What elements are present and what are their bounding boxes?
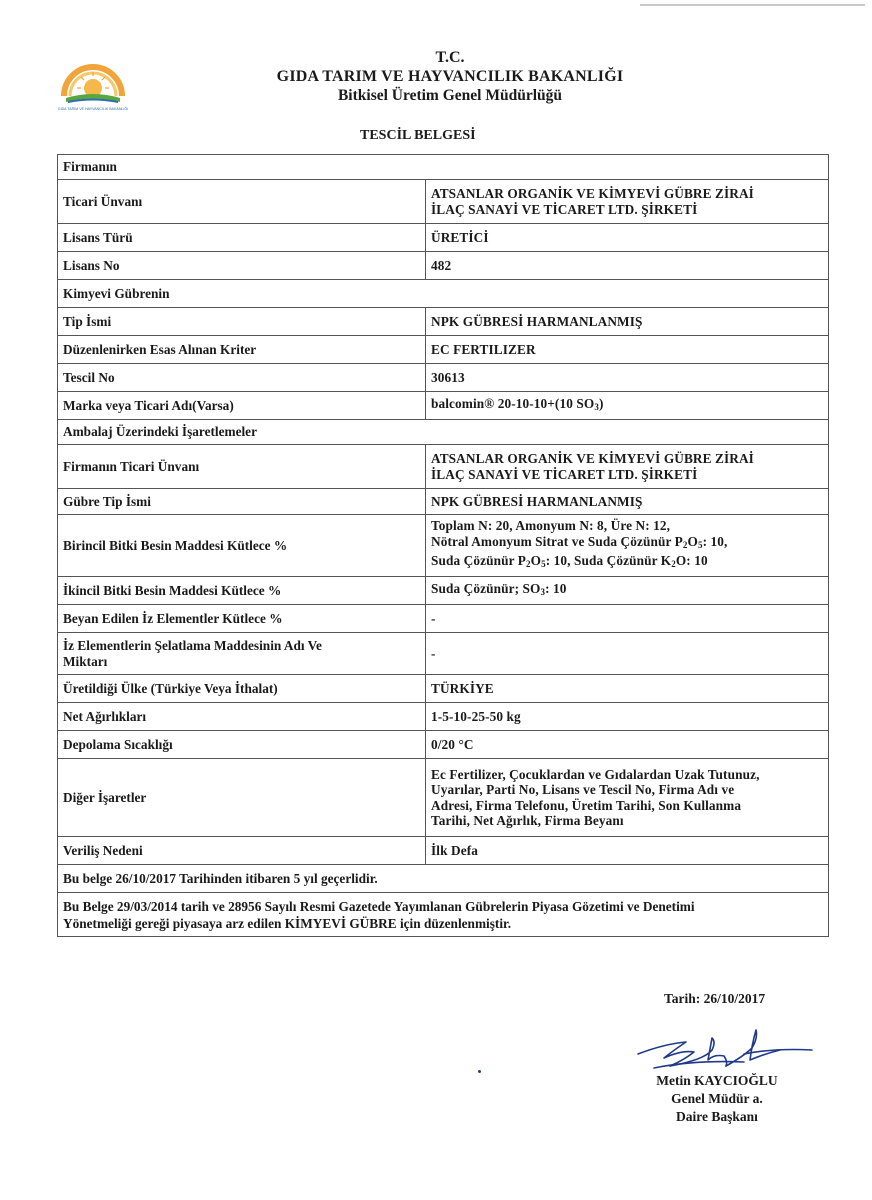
license-no-value: 482: [426, 252, 829, 280]
license-no-label: Lisans No: [58, 252, 426, 280]
document-title: TESCİL BELGESİ: [360, 128, 476, 143]
ministry-name: GIDA TARIM VE HAYVANCILIK BAKANLIĞI: [276, 68, 624, 85]
table-row: [58, 420, 829, 445]
registration-no-label: Tescil No: [58, 364, 426, 392]
primary-subscript: 5: [541, 559, 546, 570]
table-row: [58, 675, 829, 703]
regulation-line: Yönetmeliği gereği piyasaya arz edilen KİMYEVİ GÜBRE için düzenlenmiştir.: [63, 916, 512, 931]
trade-name-value: [426, 180, 829, 224]
pkg-firm-line: İLAÇ SANAYİ VE TİCARET LTD. ŞİRKETİ: [431, 466, 698, 482]
signer-title: Genel Müdür a.: [671, 1091, 763, 1106]
ink-dot: [478, 1070, 481, 1073]
section-firm: Firmanın: [58, 155, 829, 180]
table-row: [58, 837, 829, 865]
table-row: [58, 759, 829, 837]
table-row: [58, 180, 829, 224]
issue-date: Tarih: 26/10/2017: [664, 991, 766, 1006]
table-row: [58, 308, 829, 336]
table-row: [58, 392, 829, 420]
section-fertilizer: Kimyevi Gübrenin: [58, 280, 829, 308]
primary-text: : 10, Suda Çözünür K: [545, 553, 672, 569]
table-row: [58, 336, 829, 364]
primary-line: [431, 553, 823, 573]
chelate-value: -: [426, 633, 829, 675]
criterion-label: Düzenlenirken Esas Alınan Kriter: [58, 336, 426, 364]
other-marks-line: Uyarılar, Parti No, Lisans ve Tescil No, Firma Adı ve: [431, 782, 735, 797]
pkg-firm-value: [426, 445, 829, 489]
primary-text: Nötral Amonyum Sitrat ve Suda Çözünür P: [431, 533, 683, 549]
table-row: [58, 252, 829, 280]
net-weight-value: 1-5-10-25-50 kg: [426, 703, 829, 731]
other-marks-line: Ec Fertilizer, Çocuklardan ve Gıdalardan Uzak Tutunuz,: [431, 766, 760, 782]
page-edge-line: [640, 4, 865, 6]
other-marks-label: Diğer İşaretler: [58, 759, 426, 837]
table-row: [58, 893, 829, 937]
primary-nutrient-value: [426, 515, 829, 577]
department-name: Bitkisel Üretim Genel Müdürlüğü: [337, 87, 563, 104]
table-row: [58, 515, 829, 577]
storage-value: 0/20 °C: [426, 731, 829, 759]
primary-subscript: 2: [526, 559, 531, 570]
primary-text: O: [687, 533, 698, 549]
other-marks-value: [426, 759, 829, 837]
registration-no-value: 30613: [426, 364, 829, 392]
primary-text: : 10,: [702, 533, 728, 549]
issue-reason-label: Veriliş Nedeni: [58, 837, 426, 865]
table-row: [58, 605, 829, 633]
validity-note: Bu belge 26/10/2017 Tarihinden itibaren 5 yıl geçerlidir.: [58, 865, 829, 893]
primary-line: Toplam N: 20, Amonyum N: 8, Üre N: 12,: [431, 518, 671, 534]
regulation-note: [58, 893, 829, 937]
chelate-label-line: İz Elementlerin Şelatlama Maddesinin Adı Ve: [63, 638, 322, 653]
brand-text-end: ): [598, 395, 604, 411]
other-marks-line: Adresi, Firma Telefonu, Üretim Tarihi, Son Kullanma: [431, 797, 742, 813]
ministry-logo: [56, 52, 130, 118]
pkg-firm-line: ATSANLAR ORGANİK VE KİMYEVİ GÜBRE ZİRAİ: [431, 451, 754, 466]
table-row: [58, 280, 829, 308]
signer-block: [640, 1072, 794, 1126]
chelate-label: [58, 633, 426, 675]
primary-text: O: 10: [675, 553, 708, 569]
chelate-label-line: Miktarı: [63, 653, 108, 669]
primary-nutrient-label: Birincil Bitki Besin Maddesi Kütlece %: [58, 515, 426, 577]
secondary-nutrient-label: İkincil Bitki Besin Maddesi Kütlece %: [58, 577, 426, 605]
issue-reason-value: İlk Defa: [426, 837, 829, 865]
table-row: [58, 364, 829, 392]
section-packaging: Ambalaj Üzerindeki İşaretlemeler: [58, 420, 829, 445]
primary-subscript: 2: [671, 559, 676, 570]
pkg-type-label: Gübre Tip İsmi: [58, 489, 426, 515]
trace-element-value: -: [426, 605, 829, 633]
table-row: [58, 155, 829, 180]
brand-subscript: 3: [594, 401, 599, 412]
trade-name-line: İLAÇ SANAYİ VE TİCARET LTD. ŞİRKETİ: [431, 201, 698, 217]
signer-title: Daire Başkanı: [676, 1109, 758, 1124]
primary-line: [431, 534, 823, 554]
license-type-label: Lisans Türü: [58, 224, 426, 252]
secondary-text: : 10: [545, 580, 567, 596]
pkg-firm-label: Firmanın Ticari Ünvanı: [58, 445, 426, 489]
primary-subscript: 2: [682, 539, 688, 550]
logo-caption: GIDA TARIM VE HAYVANCILIK BAKANLIĞI: [57, 107, 129, 111]
table-row: [58, 633, 829, 675]
secondary-nutrient-value: [426, 577, 829, 605]
trace-element-label: Beyan Edilen İz Elementler Kütlece %: [58, 605, 426, 633]
document-header: [180, 48, 720, 105]
secondary-text: Suda Çözünür; SO: [431, 580, 541, 596]
table-row: [58, 731, 829, 759]
table-row: [58, 577, 829, 605]
storage-label: Depolama Sıcaklığı: [58, 731, 426, 759]
table-row: [58, 489, 829, 515]
origin-value: TÜRKİYE: [426, 675, 829, 703]
type-name-value: NPK GÜBRESİ HARMANLANMIŞ: [426, 308, 829, 336]
type-name-label: Tip İsmi: [58, 308, 426, 336]
primary-text: Suda Çözünür P: [431, 553, 527, 569]
origin-label: Üretildiği Ülke (Türkiye Veya İthalat): [58, 675, 426, 703]
regulation-line: Bu Belge 29/03/2014 tarih ve 28956 Sayılı Resmi Gazetede Yayımlanan Gübrelerin Piyasa Gözetimi ve Denetimi: [63, 899, 695, 914]
republic-abbreviation: T.C.: [435, 49, 465, 66]
brand-text: balcomin® 20-10-10+(10 SO: [431, 395, 595, 411]
trade-name-label: Ticari Ünvanı: [58, 180, 426, 224]
table-row: [58, 703, 829, 731]
license-type-value: ÜRETİCİ: [426, 224, 829, 252]
signer-name: Metin KAYCIOĞLU: [656, 1073, 778, 1088]
trade-name-line: ATSANLAR ORGANİK VE KİMYEVİ GÜBRE ZİRAİ: [431, 186, 754, 201]
other-marks-line: Tarihi, Net Ağırlık, Firma Beyanı: [431, 813, 624, 828]
net-weight-label: Net Ağırlıkları: [58, 703, 426, 731]
table-row: [58, 224, 829, 252]
secondary-subscript: 3: [540, 586, 546, 597]
table-row: [58, 445, 829, 489]
primary-text: O: [530, 553, 542, 569]
pkg-type-value: NPK GÜBRESİ HARMANLANMIŞ: [426, 489, 829, 515]
brand-label: Marka veya Ticari Adı(Varsa): [58, 392, 426, 420]
brand-value: [426, 392, 829, 420]
registration-table: [57, 154, 829, 937]
table-row: [58, 865, 829, 893]
criterion-value: EC FERTILIZER: [426, 336, 829, 364]
primary-subscript: 5: [697, 539, 703, 550]
